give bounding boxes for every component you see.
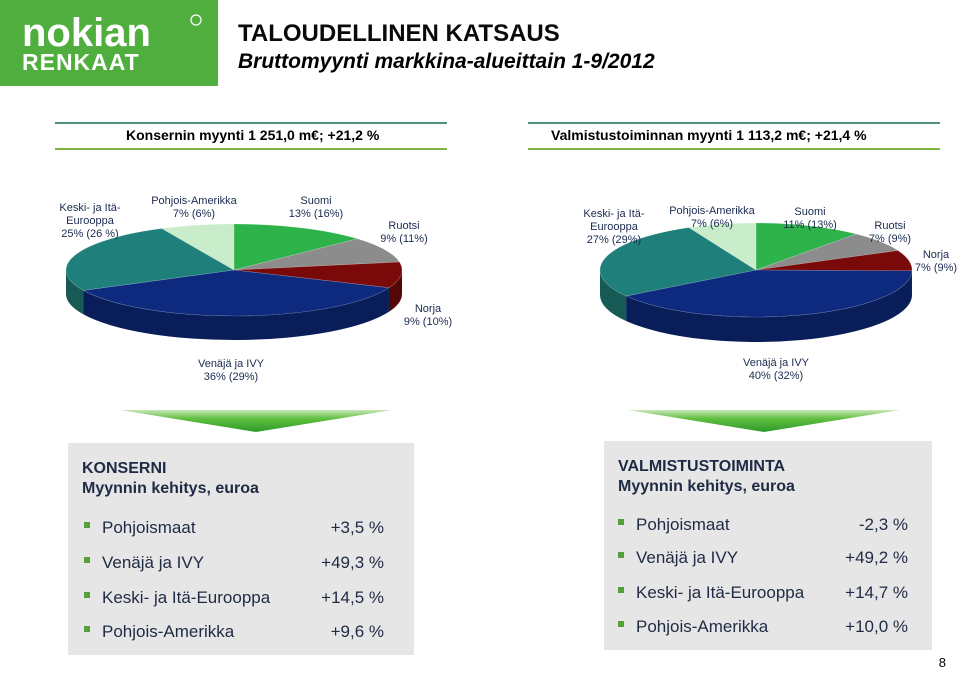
bullet-icon	[84, 626, 90, 632]
right-chart-header: Valmistustoiminnan myynti 1 113,2 m€; +21,4 %	[551, 127, 867, 143]
left-box-heading1: KONSERNI	[82, 460, 167, 477]
right-label-venaja-name: Venäjä ja IVY	[742, 357, 810, 369]
right-label-keski-value: 27% (29%)	[586, 234, 642, 246]
right-label-pa-name: Pohjois-Amerikka	[669, 205, 755, 217]
right-label-suomi-value: 11% (13%)	[783, 219, 837, 231]
left-label-pa-name: Pohjois-Amerikka	[151, 195, 237, 207]
left-arrow-icon	[120, 410, 392, 432]
left-label-keski-value: 25% (26 %)	[61, 228, 119, 240]
left-label-suomi-value: 13% (16%)	[288, 208, 344, 220]
bullet-icon	[84, 592, 90, 598]
right-label-suomi-name: Suomi	[794, 206, 826, 218]
page-title: TALOUDELLINEN KATSAUS	[238, 20, 560, 47]
left-label-keski-line1: Keski- ja Itä-	[59, 202, 121, 214]
left-label-norja-name: Norja	[414, 303, 442, 315]
right-label-norja-value: 7% (9%)	[914, 262, 958, 274]
logo-line1: nokian	[22, 11, 151, 55]
bullet-icon	[618, 621, 624, 627]
bullet-icon	[84, 522, 90, 528]
bullet-icon	[618, 552, 624, 558]
right-label-keski-line1: Keski- ja Itä-	[583, 208, 645, 220]
left-pie-chart	[66, 224, 402, 340]
right-box-heading1: VALMISTUSTOIMINTA	[618, 458, 786, 475]
page-subtitle: Bruttomyynti markkina-alueittain 1-9/2012	[238, 50, 655, 73]
bullet-icon	[618, 587, 624, 593]
right-box-heading2: Myynnin kehitys, euroa	[618, 478, 795, 495]
left-label-venaja-name: Venäjä ja IVY	[197, 358, 265, 370]
right-label-ruotsi-name: Ruotsi	[874, 220, 906, 232]
bullet-icon	[84, 557, 90, 563]
left-label-pa-value: 7% (6%)	[172, 208, 216, 220]
left-label-ruotsi-value: 9% (11%)	[380, 233, 428, 245]
right-label-venaja-value: 40% (32%)	[748, 370, 804, 382]
page-number: 8	[938, 655, 946, 670]
right-label-keski-line2: Eurooppa	[590, 221, 638, 233]
left-label-keski-line2: Eurooppa	[66, 215, 114, 227]
left-box-heading2: Myynnin kehitys, euroa	[82, 480, 259, 497]
right-arrow-icon	[628, 410, 900, 432]
right-label-pa-value: 7% (6%)	[690, 218, 734, 230]
left-label-norja-value: 9% (10%)	[403, 316, 453, 328]
left-label-venaja-value: 36% (29%)	[203, 371, 259, 383]
left-label-suomi-name: Suomi	[300, 195, 332, 207]
right-label-norja-name: Norja	[922, 249, 950, 261]
left-label-ruotsi-name: Ruotsi	[388, 220, 420, 232]
bullet-icon	[618, 519, 624, 525]
right-label-ruotsi-value: 7% (9%)	[868, 233, 912, 245]
right-pie-chart	[600, 223, 912, 342]
right-summary-box: VALMISTUSTOIMINTA Myynnin kehitys, euroa Pohjoismaat -2,3 % Venäjä ja IVY +49,2 % Keski- ja Itä-Eurooppa +14,7 % Pohjois-Amerikka +10,0 %	[604, 441, 932, 650]
logo-line2: RENKAAT	[22, 49, 140, 75]
left-chart-header: Konsernin myynti 1 251,0 m€; +21,2 %	[126, 127, 380, 143]
left-summary-box: KONSERNI Myynnin kehitys, euroa Pohjoismaat +3,5 % Venäjä ja IVY +49,3 % Keski- ja Itä-Eurooppa +14,5 % Pohjois-Amerikka +9,6 %	[68, 443, 414, 655]
